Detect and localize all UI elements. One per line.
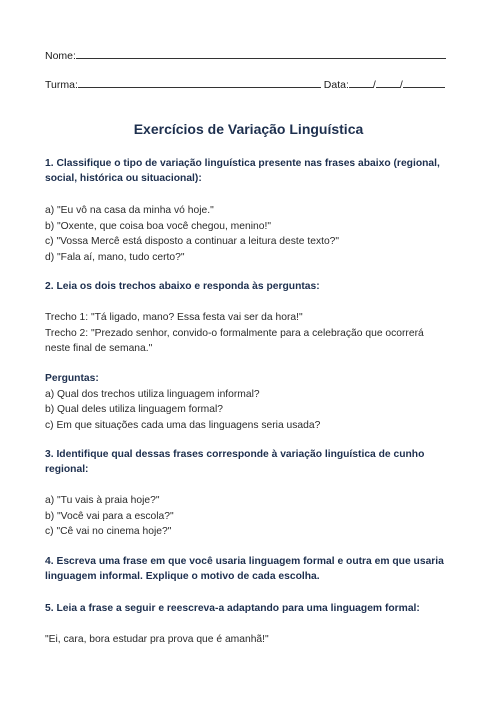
question-5-heading <box>45 601 457 616</box>
class-line[interactable] <box>78 78 321 88</box>
question-2-heading <box>45 279 457 294</box>
question-1-heading-line-2: social, histórica ou situacional): <box>45 173 202 184</box>
question-1-heading <box>45 156 457 186</box>
question-4-heading-line-2: linguagem informal. Explique o motivo de cada escolha. <box>45 571 320 582</box>
name-line[interactable] <box>76 49 446 59</box>
class-date-row <box>45 78 445 91</box>
date-month-line[interactable] <box>376 78 400 88</box>
question-3-item-a: a) "Tu vais à praia hoje?" <box>45 495 160 506</box>
question-1-item-a: a) "Eu vô na casa da minha vó hoje." <box>45 205 214 216</box>
question-2-item-c: c) Em que situações cada uma das linguagens seria usada? <box>45 419 321 431</box>
question-3-heading-line-1: 3. Identifique qual dessas frases corresponde à variação linguística de cunho <box>45 449 425 460</box>
question-2-excerpts <box>45 310 457 357</box>
question-3-items <box>45 493 457 540</box>
question-1-item-c: c) "Vossa Mercê está disposto a continuar a leitura deste texto?" <box>45 236 340 247</box>
date-sep-1: / <box>372 79 376 91</box>
question-1-item-b: b) "Oxente, que coisa boa você chegou, menino!" <box>45 220 271 232</box>
question-2-item-b: b) Qual deles utiliza linguagem formal? <box>45 404 223 415</box>
question-5-sentence-text: "Ei, cara, bora estudar pra prova que é amanhã!" <box>45 634 269 645</box>
excerpt-2-line-1: Trecho 2: "Prezado senhor, convido-o formalmente para a celebração que ocorrerá <box>45 327 424 339</box>
name-field[interactable] <box>45 49 446 62</box>
page-title: Exercícios de Variação Linguística <box>133 121 364 137</box>
question-2-heading-text: 2. Leia os dois trechos abaixo e responda às perguntas: <box>45 281 320 292</box>
question-3-item-c: c) "Cê vai no cinema hoje?" <box>45 526 172 537</box>
questions-label: Perguntas: <box>45 373 99 384</box>
question-5-sentence <box>45 632 457 647</box>
excerpt-2-line-2: neste final de semana." <box>45 343 153 354</box>
question-3-item-b: b) "Você vai para a escola?" <box>45 510 174 522</box>
question-2-item-a: a) Qual dos trechos utiliza linguagem informal? <box>45 388 260 400</box>
question-4-heading-line-1: 4. Escreva uma frase em que você usaria linguagem formal e outra em que usaria <box>45 556 444 567</box>
class-label: Turma: <box>45 79 78 91</box>
question-1-item-d: d) "Fala aí, mano, tudo certo?" <box>45 251 185 263</box>
question-1-items <box>45 203 457 265</box>
question-1-heading-line-1: 1. Classifique o tipo de variação linguística presente nas frases abaixo (regional, <box>45 158 440 169</box>
excerpt-1: Trecho 1: "Tá ligado, mano? Essa festa vai ser da hora!" <box>45 312 303 323</box>
question-5-heading-text: 5. Leia a frase a seguir e reescreva-a adaptando para uma linguagem formal: <box>45 603 420 614</box>
question-3-heading-line-2: regional: <box>45 464 89 475</box>
date-label: Data: <box>323 79 349 91</box>
question-4-heading <box>45 554 457 584</box>
question-2-questions <box>45 371 457 433</box>
date-sep-2: / <box>399 79 403 91</box>
name-label: Nome: <box>45 50 76 62</box>
date-year-line[interactable] <box>403 78 445 88</box>
date-day-line[interactable] <box>349 78 373 88</box>
question-3-heading <box>45 447 457 477</box>
